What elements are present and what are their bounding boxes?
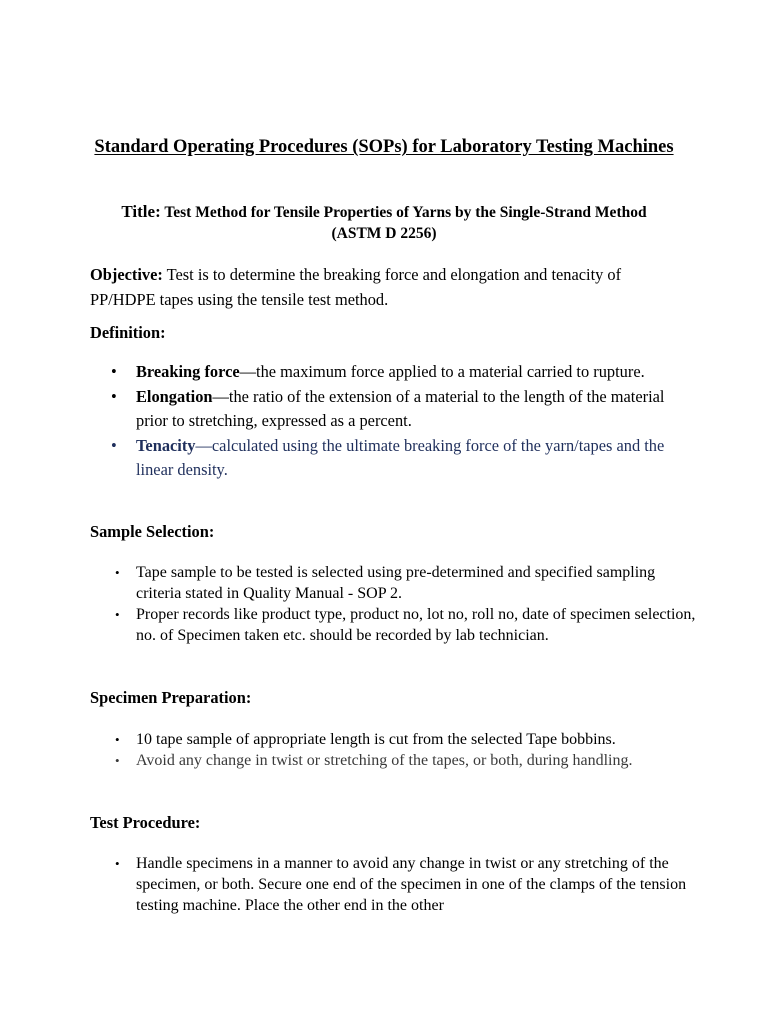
list-item: • Tape sample to be tested is selected using pre-determined and specified sampling criteria stated in Quality Manual - SOP 2. <box>110 562 700 604</box>
definition-item <box>110 434 700 483</box>
definition-term: Breaking force <box>136 362 240 381</box>
subtitle-label: Title: <box>121 202 161 221</box>
definition-heading: Definition: <box>90 323 166 342</box>
definition-item <box>110 385 700 434</box>
document-subtitle <box>100 201 668 244</box>
definition-text: —the ratio of the extension of a material to the length of the material prior to stretching, expressed as a percent. <box>136 386 665 430</box>
objective-paragraph <box>90 262 690 312</box>
subtitle-text: Test Method for Tensile Properties of Yarns by the Single-Strand Method (ASTM D 2256) <box>164 204 647 242</box>
list-item: • 10 tape sample of appropriate length is cut from the selected Tape bobbins. <box>110 729 700 750</box>
definition-list <box>110 360 700 483</box>
sample-selection-list <box>110 562 700 646</box>
list-item: • Avoid any change in twist or stretching of the tapes, or both, during handling. <box>110 750 700 771</box>
test-procedure-list <box>110 853 700 916</box>
specimen-preparation-list <box>110 729 700 771</box>
document-title: Standard Operating Procedures (SOPs) for Laboratory Testing Machines <box>94 137 674 157</box>
definition-text: —calculated using the ultimate breaking force of the yarn/tapes and the linear density. <box>136 435 665 479</box>
definition-text: —the maximum force applied to a material carried to rupture. <box>239 362 645 381</box>
objective-label: Objective: <box>90 265 163 284</box>
specimen-preparation-heading: Specimen Preparation: <box>90 688 252 707</box>
definition-item <box>110 360 700 385</box>
definition-term: Elongation <box>136 386 213 406</box>
test-procedure-heading: Test Procedure: <box>90 813 201 832</box>
list-item: • Proper records like product type, product no, lot no, roll no, date of specimen selection, no. of Specimen taken etc. should be recorded by lab technician. <box>110 604 700 646</box>
sample-selection-heading: Sample Selection: <box>90 522 215 541</box>
definition-term: Tenacity <box>136 435 196 455</box>
objective-text: Test is to determine the breaking force and elongation and tenacity of PP/HDPE tapes using the tensile test method. <box>90 265 622 309</box>
list-item: • Handle specimens in a manner to avoid any change in twist or any stretching of the specimen, or both. Secure one end of the specimen in one of the clamps of the tension testing machine. Place the other end in the other <box>110 853 700 916</box>
